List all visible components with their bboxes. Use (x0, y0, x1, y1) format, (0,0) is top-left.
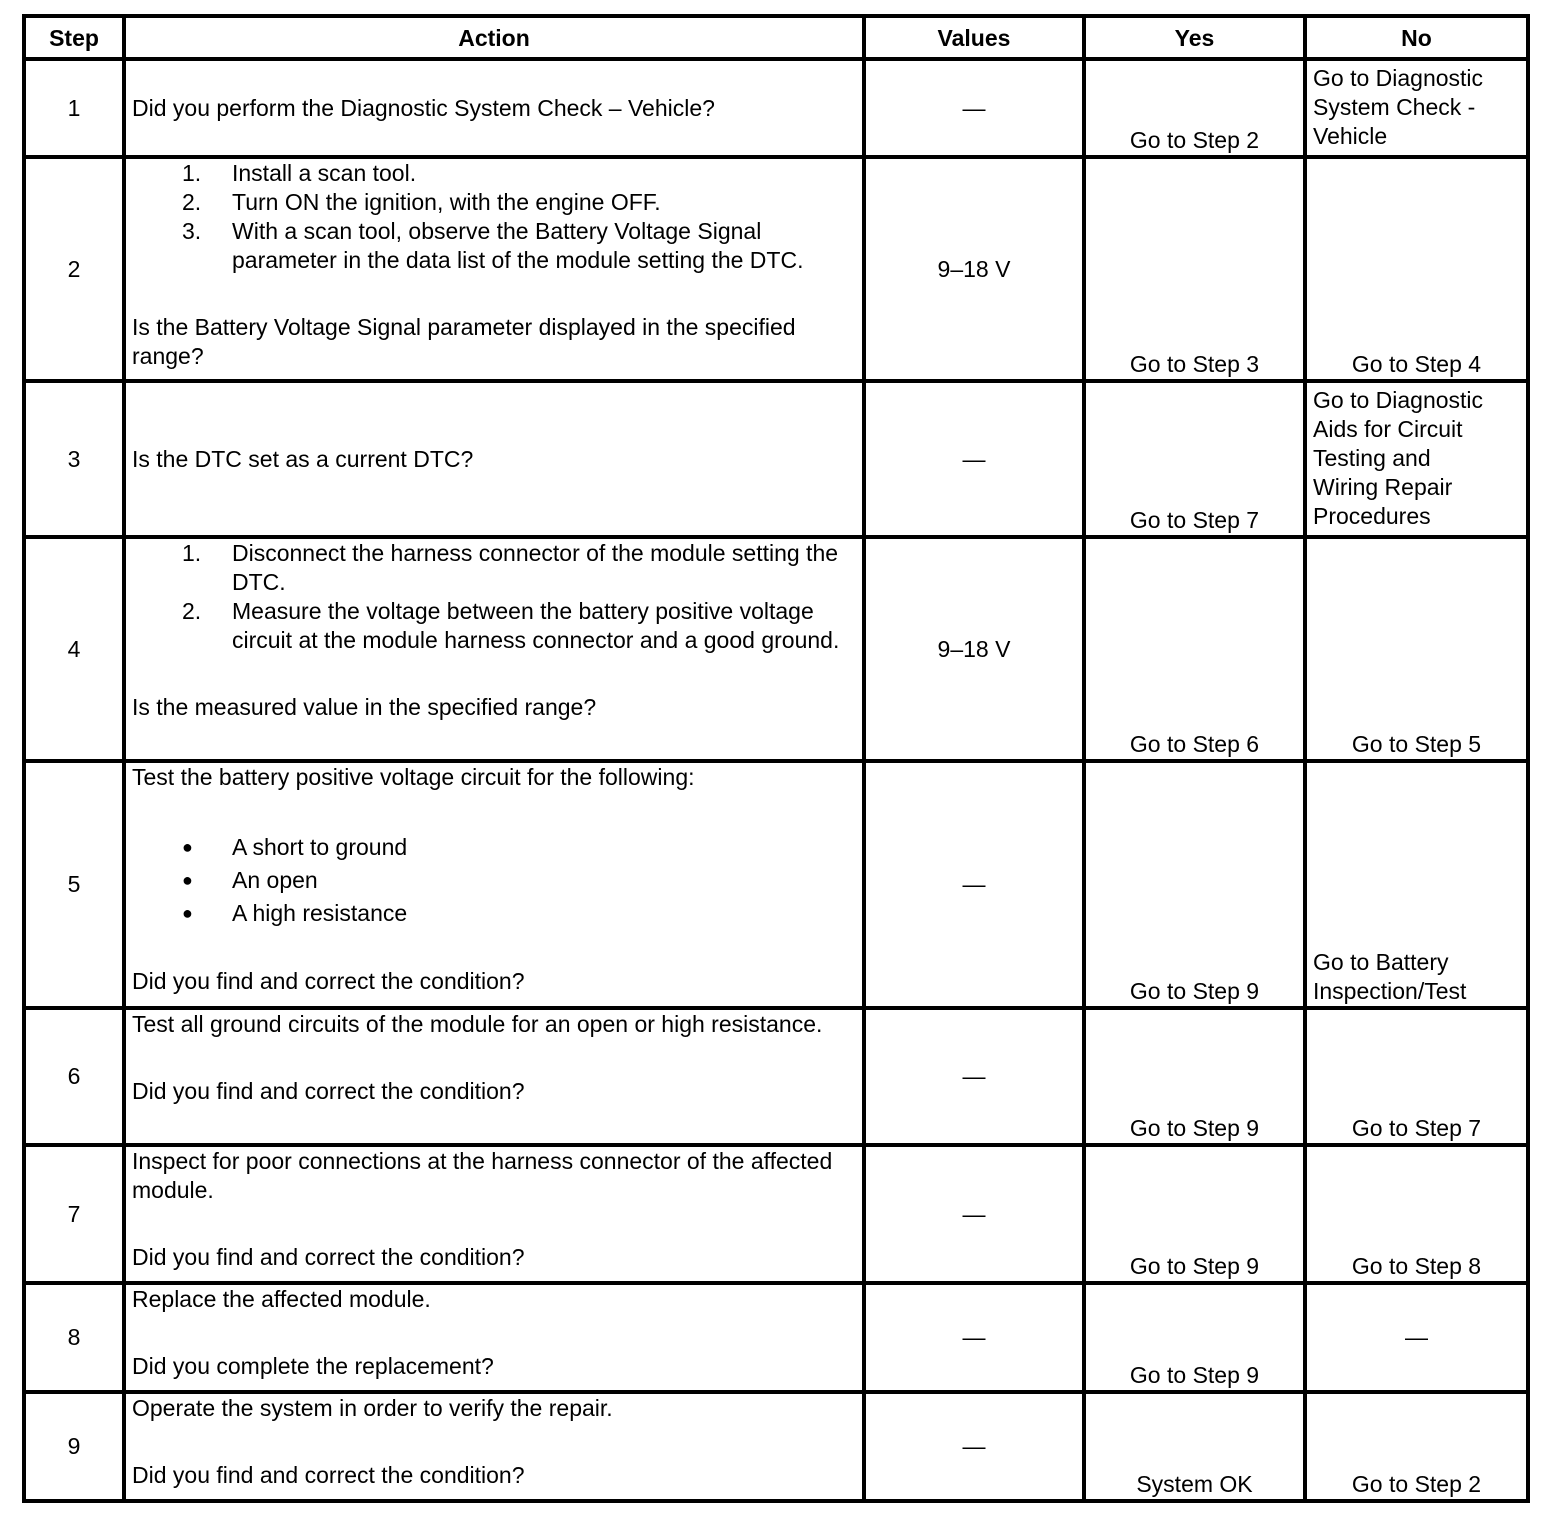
no-line: Go to Diagnostic (1313, 65, 1484, 91)
question-text: Is the Battery Voltage Signal parameter displayed in the specified range? (132, 314, 796, 369)
substep (132, 539, 856, 597)
question-text: Is the measured value in the specified range? (132, 694, 597, 720)
bullet-text: A short to ground (232, 834, 408, 860)
table-row (24, 381, 1528, 537)
table-row (24, 157, 1528, 381)
header-step: Step (24, 16, 124, 59)
yes-cell: System OK (1084, 1392, 1305, 1501)
value-cell: — (864, 381, 1084, 537)
step-number: 1 (24, 59, 124, 157)
no-cell: Go to Step 8 (1305, 1145, 1528, 1283)
no-cell: — (1305, 1283, 1528, 1392)
step-number: 3 (24, 381, 124, 537)
no-cell (1305, 59, 1528, 157)
action-cell (124, 761, 864, 1008)
step-number: 5 (24, 761, 124, 1008)
no-line: Vehicle (1313, 123, 1388, 149)
step-number: 8 (24, 1283, 124, 1392)
no-line: Go to Diagnostic (1313, 387, 1484, 413)
step-number: 4 (24, 537, 124, 761)
action-cell (124, 1392, 864, 1501)
substep-list (132, 539, 856, 655)
bullet-icon: ● (182, 903, 193, 923)
no-line: Aids for Circuit (1313, 416, 1463, 442)
yes-cell: Go to Step 9 (1084, 1283, 1305, 1392)
bullet-list (132, 831, 856, 930)
substep (132, 217, 856, 275)
table-row (24, 537, 1528, 761)
diagnostic-table (22, 14, 1530, 1503)
header-action: Action (124, 16, 864, 59)
substep (132, 597, 856, 655)
intro-text: Operate the system in order to verify the repair. (132, 1395, 613, 1421)
bullet-icon: ● (182, 870, 193, 890)
no-line: Inspection/Test (1313, 978, 1467, 1004)
value-cell: 9–18 V (864, 537, 1084, 761)
no-cell: Go to Step 2 (1305, 1392, 1528, 1501)
no-line: Testing and (1313, 445, 1431, 471)
action-cell (124, 1008, 864, 1145)
table-row (24, 1392, 1528, 1501)
yes-cell: Go to Step 9 (1084, 761, 1305, 1008)
intro-text: Test the battery positive voltage circuit for the following: (132, 764, 695, 790)
substep-number: 1. (182, 540, 202, 566)
value-cell: — (864, 761, 1084, 1008)
no-line: System Check - (1313, 94, 1476, 120)
no-cell (1305, 381, 1528, 537)
question-text: Did you complete the replacement? (132, 1353, 494, 1379)
step-number: 7 (24, 1145, 124, 1283)
table-row (24, 1145, 1528, 1283)
value-cell: — (864, 1283, 1084, 1392)
yes-cell: Go to Step 3 (1084, 157, 1305, 381)
yes-cell: Go to Step 6 (1084, 537, 1305, 761)
yes-cell: Go to Step 9 (1084, 1008, 1305, 1145)
header-yes: Yes (1084, 16, 1305, 59)
action-text: Is the DTC set as a current DTC? (124, 381, 864, 537)
bullet-text: A high resistance (232, 900, 408, 926)
question-text: Did you find and correct the condition? (132, 1462, 525, 1488)
step-number: 6 (24, 1008, 124, 1145)
substep (132, 159, 856, 188)
substep-text: Disconnect the harness connector of the module setting the DTC. (232, 540, 839, 595)
no-cell: Go to Step 5 (1305, 537, 1528, 761)
no-cell (1305, 761, 1528, 1008)
table-row (24, 1008, 1528, 1145)
substep (132, 188, 856, 217)
question-text: Did you find and correct the condition? (132, 1078, 525, 1104)
table-row (24, 1283, 1528, 1392)
action-cell (124, 157, 864, 381)
header-row (24, 16, 1528, 59)
bullet-item (132, 897, 856, 930)
value-cell: — (864, 1392, 1084, 1501)
intro-text: Inspect for poor connections at the harness connector of the affected module. (132, 1148, 833, 1203)
header-no: No (1305, 16, 1528, 59)
question-text: Did you find and correct the condition? (132, 968, 525, 994)
intro-text: Test all ground circuits of the module for an open or high resistance. (132, 1011, 823, 1037)
value-cell: — (864, 59, 1084, 157)
table-row (24, 761, 1528, 1008)
value-cell: — (864, 1145, 1084, 1283)
bullet-item (132, 831, 856, 864)
substep-text: With a scan tool, observe the Battery Voltage Signal parameter in the data list of the module setting the DTC. (232, 218, 804, 273)
no-cell: Go to Step 7 (1305, 1008, 1528, 1145)
step-number: 9 (24, 1392, 124, 1501)
no-line: Go to Battery (1313, 949, 1449, 975)
question-text: Did you find and correct the condition? (132, 1244, 525, 1270)
yes-cell: Go to Step 2 (1084, 59, 1305, 157)
table-row (24, 59, 1528, 157)
substep-text: Install a scan tool. (232, 160, 417, 186)
no-line: Wiring Repair (1313, 474, 1453, 500)
no-cell: Go to Step 4 (1305, 157, 1528, 381)
bullet-item (132, 864, 856, 897)
substep-text: Turn ON the ignition, with the engine OFF. (232, 189, 661, 215)
value-cell: — (864, 1008, 1084, 1145)
substep-number: 3. (182, 218, 202, 244)
substep-list (132, 159, 856, 275)
yes-cell: Go to Step 7 (1084, 381, 1305, 537)
step-number: 2 (24, 157, 124, 381)
substep-number: 1. (182, 160, 202, 186)
substep-text: Measure the voltage between the battery positive voltage circuit at the module harness connector and a good ground. (232, 598, 840, 653)
action-text: Did you perform the Diagnostic System Check – Vehicle? (124, 59, 864, 157)
action-cell (124, 537, 864, 761)
yes-cell: Go to Step 9 (1084, 1145, 1305, 1283)
header-values: Values (864, 16, 1084, 59)
action-cell (124, 1145, 864, 1283)
substep-number: 2. (182, 189, 202, 215)
action-cell (124, 1283, 864, 1392)
no-line: Procedures (1313, 503, 1431, 529)
substep-number: 2. (182, 598, 202, 624)
value-cell: 9–18 V (864, 157, 1084, 381)
bullet-text: An open (232, 867, 318, 893)
intro-text: Replace the affected module. (132, 1286, 431, 1312)
bullet-icon: ● (182, 837, 193, 857)
